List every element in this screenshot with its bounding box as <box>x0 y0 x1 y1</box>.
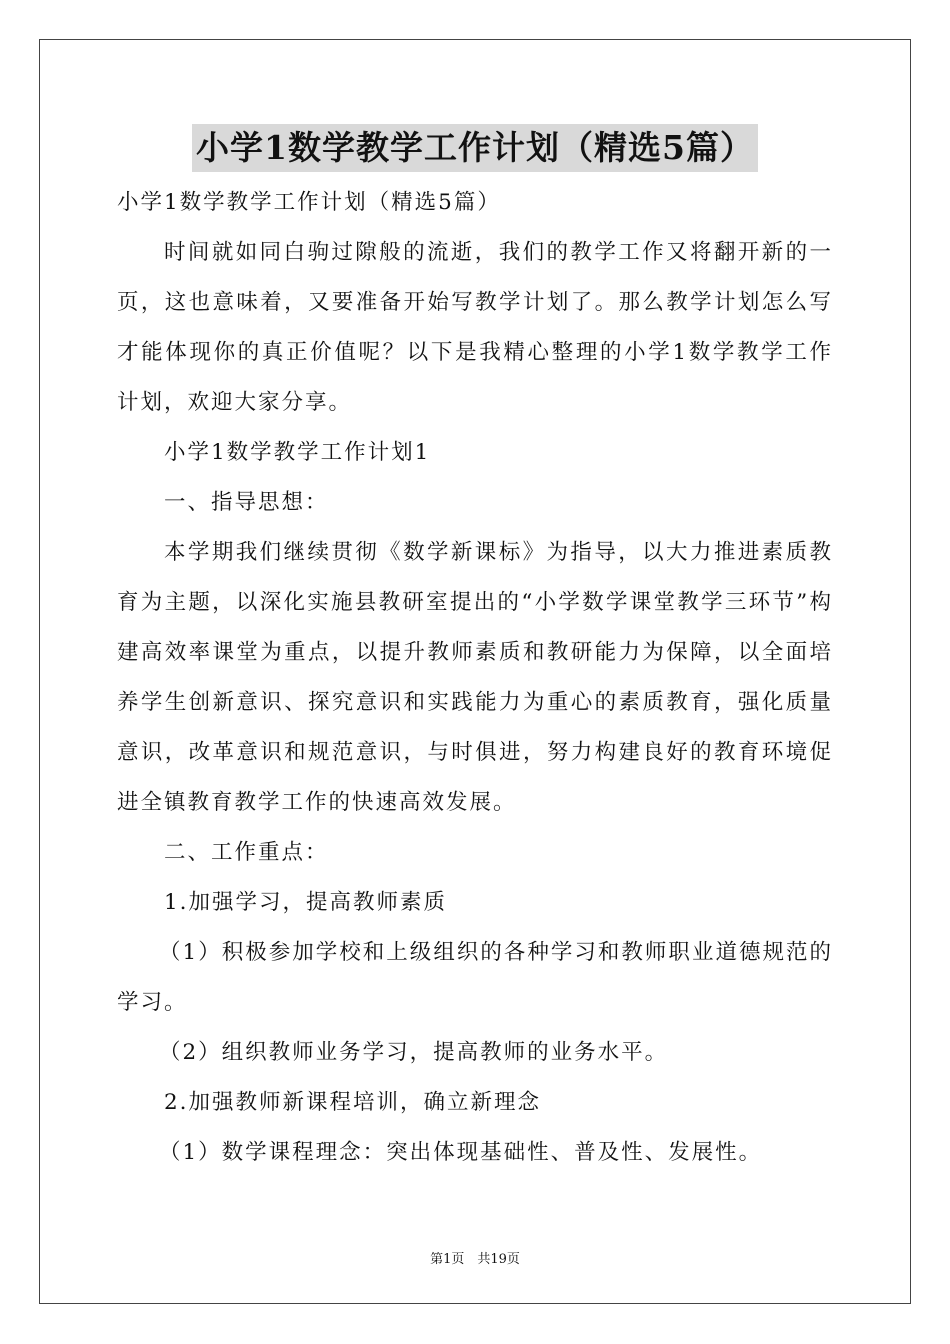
document-body <box>117 178 833 1178</box>
paragraph: 小学1数学教学工作计划（精选5篇） <box>117 190 501 215</box>
document-title: 小学1数学教学工作计划（精选5篇） <box>192 124 758 172</box>
title-container <box>0 124 950 172</box>
paragraph: 时间就如同白驹过隙般的流逝，我们的教学工作又将翻开新的一页，这也意味着，又要准备开始写教学计划了。那么教学计划怎么写才能体现你的真正价值呢？以下是我精心整理的小学1数学教学工作计划，欢迎大家分享。 <box>117 240 833 415</box>
list-item: 2.加强教师新课程培训，确立新理念 <box>164 1090 542 1115</box>
list-item: （1）积极参加学校和上级组织的各种学习和教师职业道德规范的学习。 <box>117 940 833 1015</box>
section-heading: 一、指导思想： <box>164 490 329 515</box>
paragraph: 本学期我们继续贯彻《数学新课标》为指导，以大力推进素质教育为主题，以深化实施县教研室提出的“小学数学课堂教学三环节”构建高效率课堂为重点，以提升教师素质和教研能力为保障，以全面培养学生创新意识、探究意识和实践能力为重心的素质教育，强化质量意识，改革意识和规范意识，与时俱进，努力构建良好的教育环境促进全镇教育教学工作的快速高效发展。 <box>117 540 833 815</box>
list-item: （1）数学课程理念：突出体现基础性、普及性、发展性。 <box>159 1140 763 1165</box>
list-item: 1.加强学习，提高教师素质 <box>164 890 448 915</box>
section-heading: 二、工作重点： <box>164 840 329 865</box>
page-number: 第1页 共19页 <box>430 1252 520 1267</box>
section-heading: 小学1数学教学工作计划1 <box>164 440 431 465</box>
list-item: （2）组织教师业务学习，提高教师的业务水平。 <box>159 1040 669 1065</box>
